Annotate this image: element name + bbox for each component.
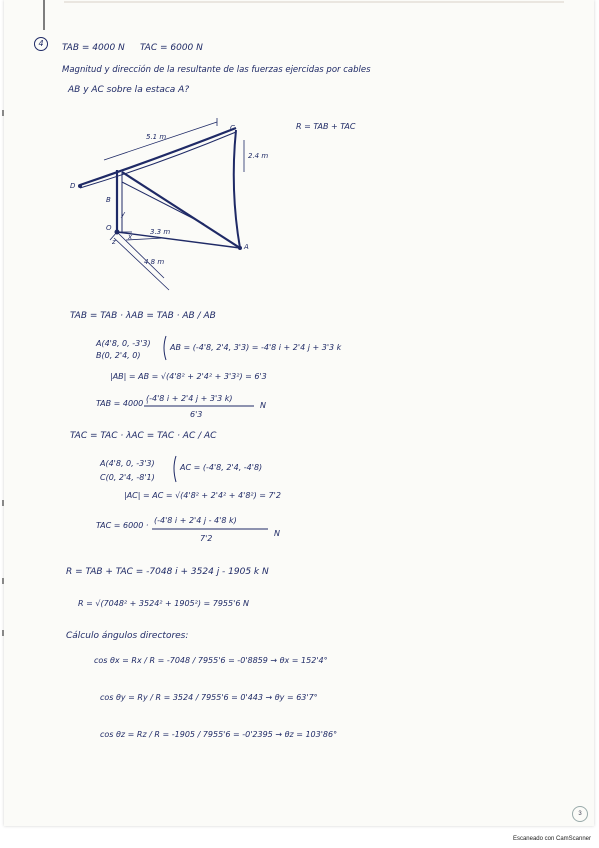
- margin-mark: [2, 578, 4, 584]
- angle-y: cos θy = Ry / R = 3524 / 7955'6 = 0'443 → θy = 63'7°: [100, 693, 318, 702]
- dim-33: 3.3 m: [150, 228, 171, 236]
- label-c: C: [230, 124, 235, 132]
- tac-vector-ac: AC = (-4'8, 2'4, -4'8): [180, 463, 263, 472]
- statement-line-2: AB y AC sobre la estaca A?: [68, 85, 190, 95]
- tab-unit: N: [260, 401, 266, 410]
- formula-r: R = TAB + TAC: [296, 122, 356, 131]
- label-b: B: [106, 196, 111, 204]
- label-a: A: [244, 243, 249, 251]
- resultant-vector: R = TAB + TAC = -7048 i + 3524 j - 1905 k N: [66, 567, 269, 577]
- margin-mark: [2, 630, 4, 636]
- given-tab: TAB = 4000 N: [62, 43, 125, 53]
- tab-point-a: A(4'8, 0, -3'3): [96, 339, 151, 348]
- given-tac: TAC = 6000 N: [140, 43, 203, 53]
- tac-numerator: (-4'8 i + 2'4 j - 4'8 k): [154, 516, 237, 525]
- tac-definition: TAC = TAC · λAC = TAC · AC / AC: [70, 431, 217, 441]
- scanner-watermark: Escaneado con CamScanner: [512, 836, 591, 842]
- tac-expression-prefix: TAC = 6000 ·: [96, 521, 149, 530]
- tac-fraction-bar: [4, 0, 594, 826]
- tab-point-b: B(0, 2'4, 0): [96, 351, 141, 360]
- axis-x-label: x: [128, 233, 133, 241]
- page-number-circle: 3: [572, 806, 588, 822]
- tac-unit: N: [274, 529, 280, 538]
- tac-point-c: C(0, 2'4, -8'1): [100, 473, 155, 482]
- tab-denominator: 6'3: [190, 410, 203, 419]
- statement-line-1: Magnitud y dirección de la resultante de las fuerzas ejercidas por cables: [62, 65, 371, 75]
- resultant-magnitude: R = √(7048² + 3524² + 1905²) = 7955'6 N: [78, 599, 249, 608]
- angles-heading: Cálculo ángulos directores:: [66, 631, 189, 641]
- tac-point-a: A(4'8, 0, -3'3): [100, 459, 155, 468]
- tac-denominator: 7'2: [200, 534, 213, 543]
- dim-48: 4.8 m: [144, 258, 165, 266]
- tab-vector-ab: AB = (-4'8, 2'4, 3'3) = -4'8 i + 2'4 j + 3'3 k: [170, 343, 342, 352]
- label-d: D: [70, 182, 76, 190]
- tab-expression-prefix: TAB = 4000 ·: [96, 399, 149, 408]
- dim-right: 2.4 m: [248, 152, 269, 160]
- margin-mark: [2, 500, 4, 506]
- tab-numerator: (-4'8 i + 2'4 j + 3'3 k): [146, 394, 233, 403]
- axis-z-label: z: [112, 238, 116, 246]
- tab-definition: TAB = TAB · λAB = TAB · AB / AB: [70, 311, 216, 321]
- margin-mark: [2, 110, 4, 116]
- label-o: O: [106, 224, 112, 232]
- dim-top: 5.1 m: [146, 133, 167, 141]
- tac-magnitude-ac: |AC| = AC = √(4'8² + 2'4² + 4'8²) = 7'2: [124, 491, 281, 500]
- tab-magnitude-ab: |AB| = AB = √(4'8² + 2'4² + 3'3²) = 6'3: [110, 372, 267, 381]
- scanned-page: [4, 0, 594, 826]
- angle-z: cos θz = Rz / R = -1905 / 7955'6 = -0'2395 → θz = 103'86°: [100, 730, 338, 739]
- angle-x: cos θx = Rx / R = -7048 / 7955'6 = -0'8859 → θx = 152'4°: [94, 656, 328, 665]
- problem-number: 4: [34, 37, 48, 51]
- axis-y-label: y: [121, 210, 126, 218]
